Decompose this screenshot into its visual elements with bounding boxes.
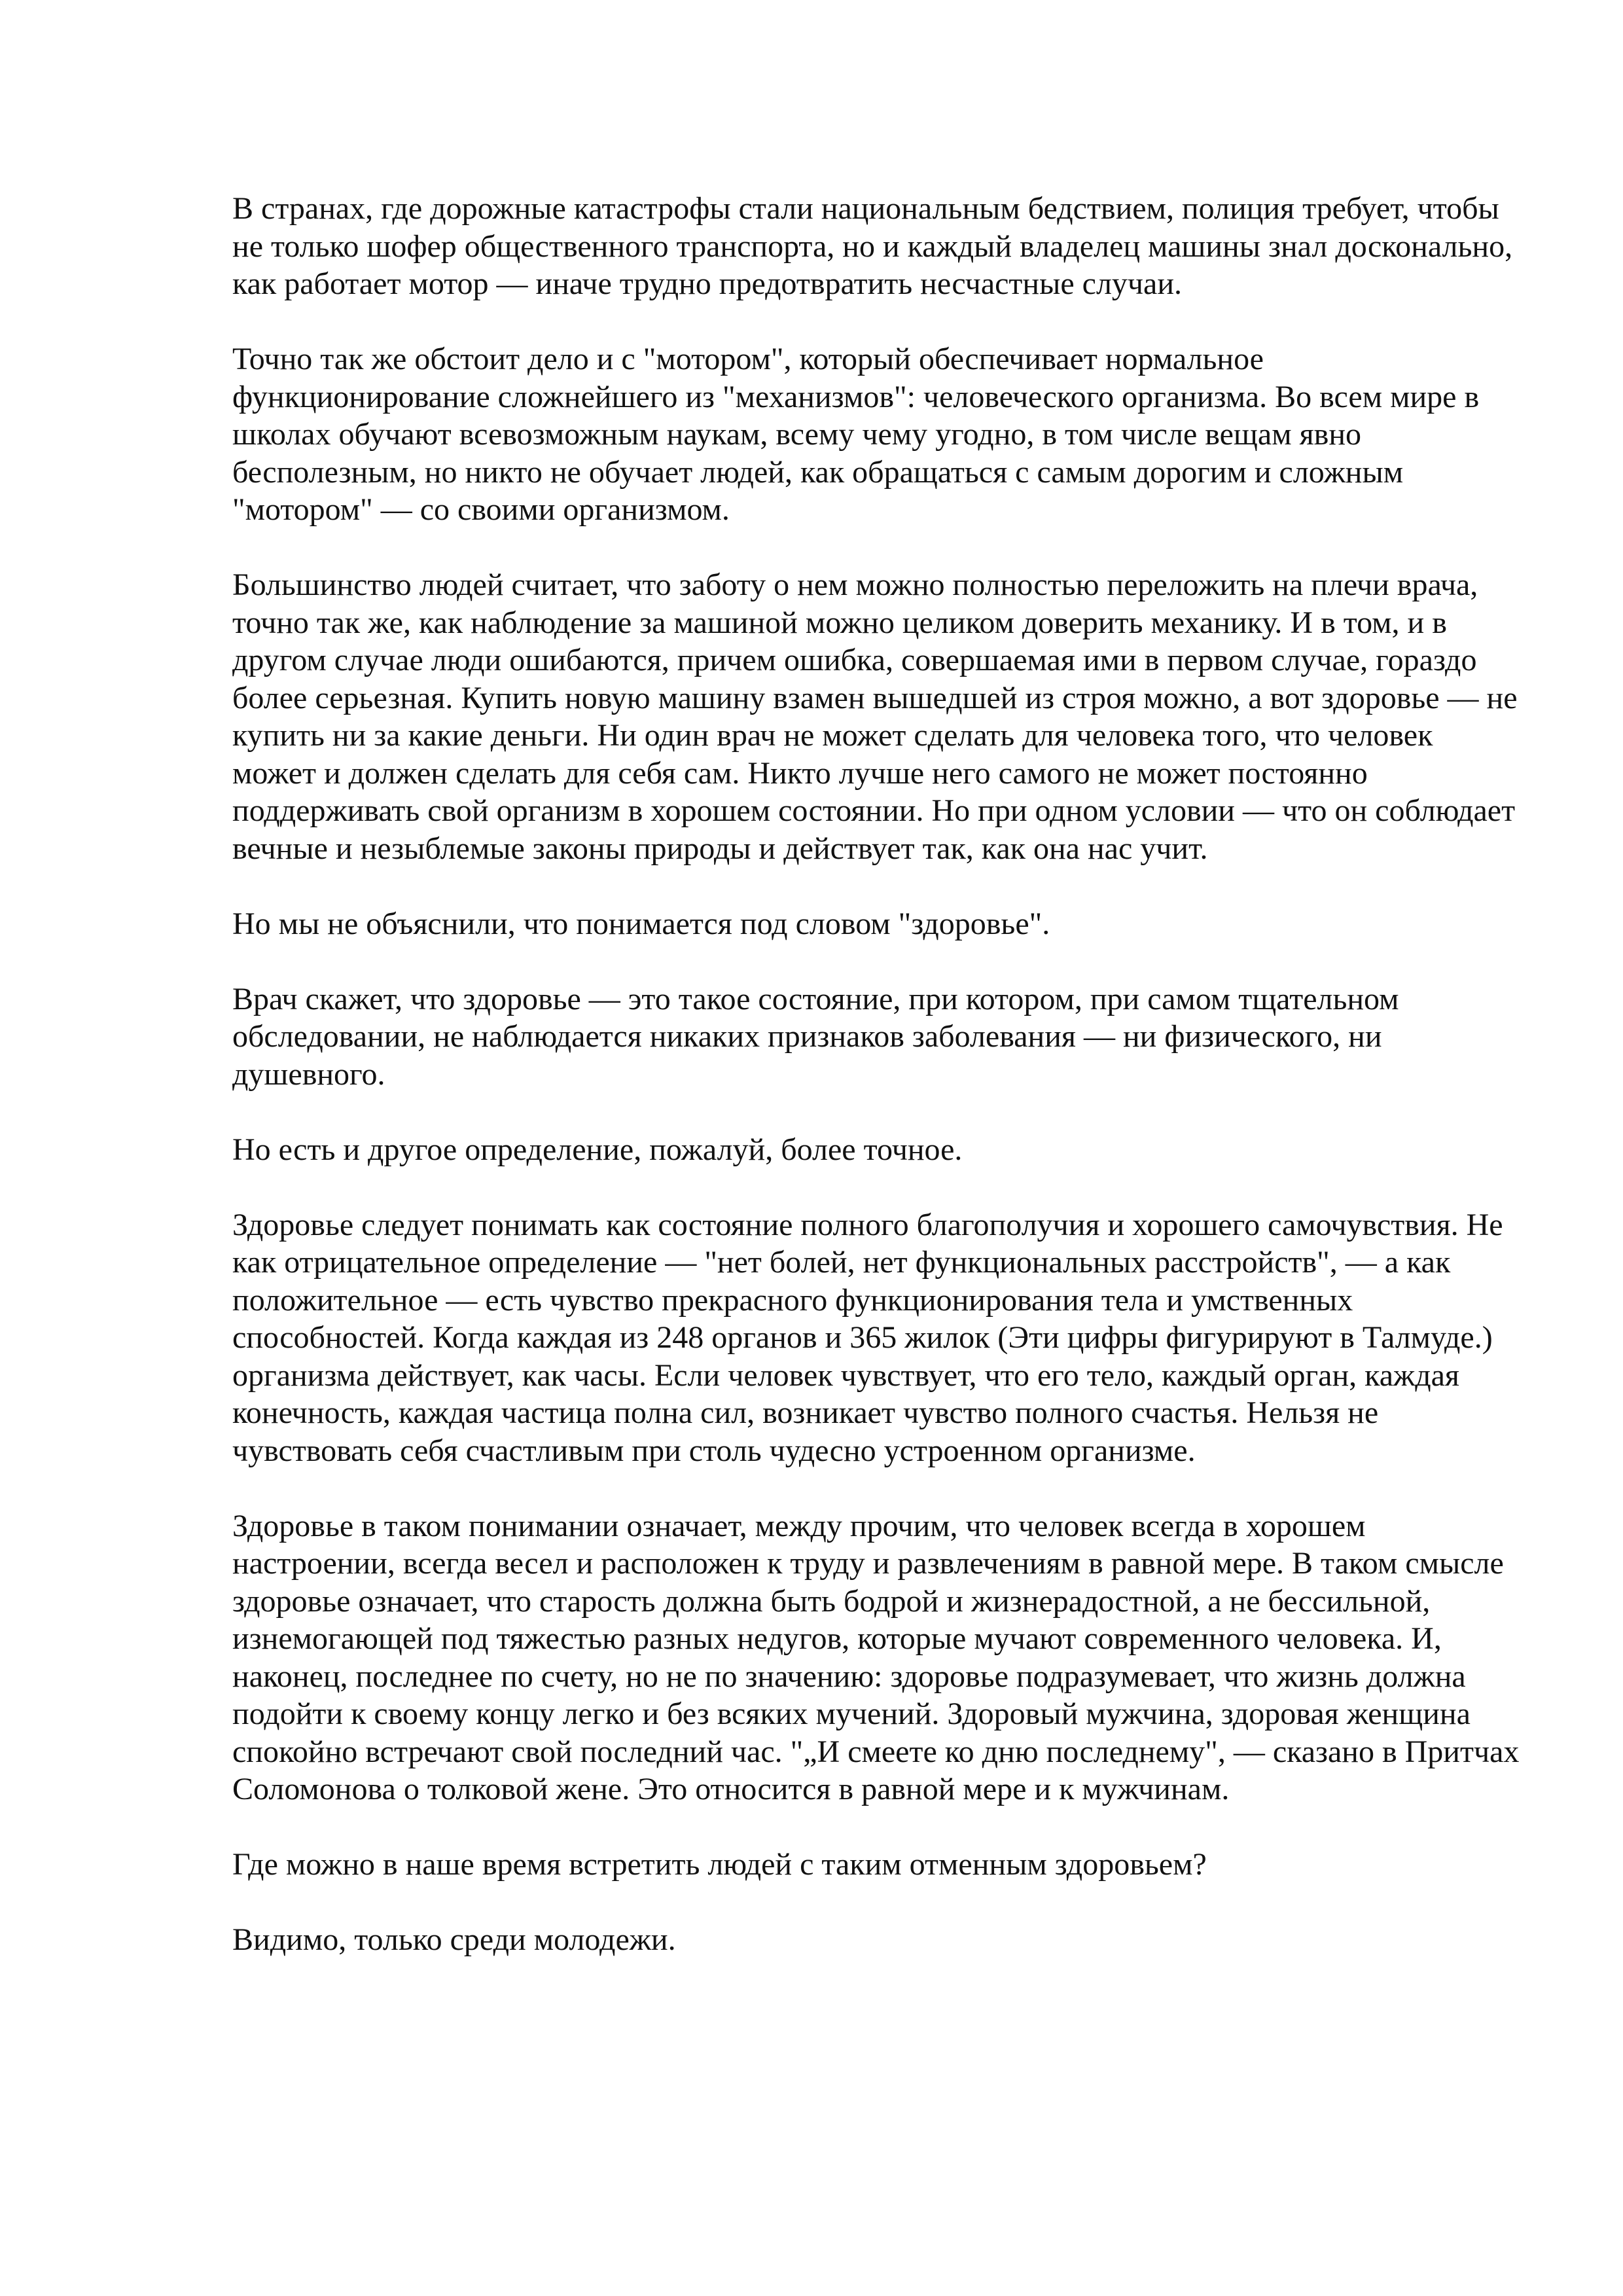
paragraph-4: Но мы не объяснили, что понимается под словом "здоровье".: [232, 906, 1050, 941]
paragraph-8: Здоровье в таком понимании означает, между прочим, что человек всегда в хорошем настроении, всегда весел и расположен к труду и развлечениям в равной мере. В таком смысле здоровье означает, что старость должна быть бодрой и жизнерадостной, а не бессильной, изнемогающей под тяжестью разных недугов, которые мучают современного человека. И, наконец, последнее по счету, но не по значению: здоровье подразумевает, что жизнь должна подойти к своему концу легко и без всяких мучений. Здоровый мужчина, здоровая женщина спокойно встречают свой последний час. "„И смеете ко дню последнему", — сказано в Притчах Соломонова о толковой жене. Это относится в равной мере и к мужчинам.: [232, 1508, 1520, 1806]
paragraph-6: Но есть и другое определение, пожалуй, более точное.: [232, 1132, 963, 1167]
paragraph-5: Врач скажет, что здоровье — это такое состояние, при котором, при самом тщательном обследовании, не наблюдается никаких признаков заболевания — ни физического, ни душевного.: [232, 981, 1399, 1092]
paragraph-1: В странах, где дорожные катастрофы стали национальным бедствием, полиция требует, чтобы не только шофер общественного транспорта, но и каждый владелец машины знал досконально, как работает мотор — иначе трудно предотвратить несчастные случаи.: [232, 191, 1513, 301]
paragraph-9: Где можно в наше время встретить людей с таким отменным здоровьем?: [232, 1847, 1207, 1882]
paragraph-10: Видимо, только среди молодежи.: [232, 1922, 676, 1957]
paragraph-3: Большинство людей считает, что заботу о нем можно полностью переложить на плечи врача, точно так же, как наблюдение за машиной можно целиком доверить механику. И в том, и в другом случае люди ошибаются, причем ошибка, совершаемая ими в первом случае, гораздо более серьезная. Купить новую машину взамен вышедшей из строя можно, а вот здоровье — не купить ни за какие деньги. Ни один врач не может сделать для человека того, что человек может и должен сделать для себя сам. Никто лучше него самого не может постоянно поддерживать свой организм в хорошем состоянии. Но при одном условии — что он соблюдает вечные и незыблемые законы природы и действует так, как она нас учит.: [232, 567, 1518, 866]
paragraph-2: Точно так же обстоит дело и с "мотором", который обеспечивает нормальное функционирование сложнейшего из "механизмов": человеческого организма. Во всем мире в школах обучают всевозможным наукам, всему чему угодно, в том числе вещам явно бесполезным, но никто не обучает людей, как обращаться с самым дорогим и сложным "мотором" — со своими организмом.: [232, 342, 1480, 527]
paragraph-7: Здоровье следует понимать как состояние полного благополучия и хорошего самочувствия. Не как отрицательное определение — "нет болей, нет функциональных расстройств", — а как положительное — есть чувство прекрасного функционирования тела и умственных способностей. Когда каждая из 248 органов и 365 жилок (Эти цифры фигурируют в Талмуде.) организма действует, как часы. Если человек чувствует, что его тело, каждый орган, каждая конечность, каждая частица полна сил, возникает чувство полного счастья. Нельзя не чувствовать себя счастливым при столь чудесно устроенном организме.: [232, 1207, 1503, 1468]
document-page: [232, 190, 1522, 1996]
